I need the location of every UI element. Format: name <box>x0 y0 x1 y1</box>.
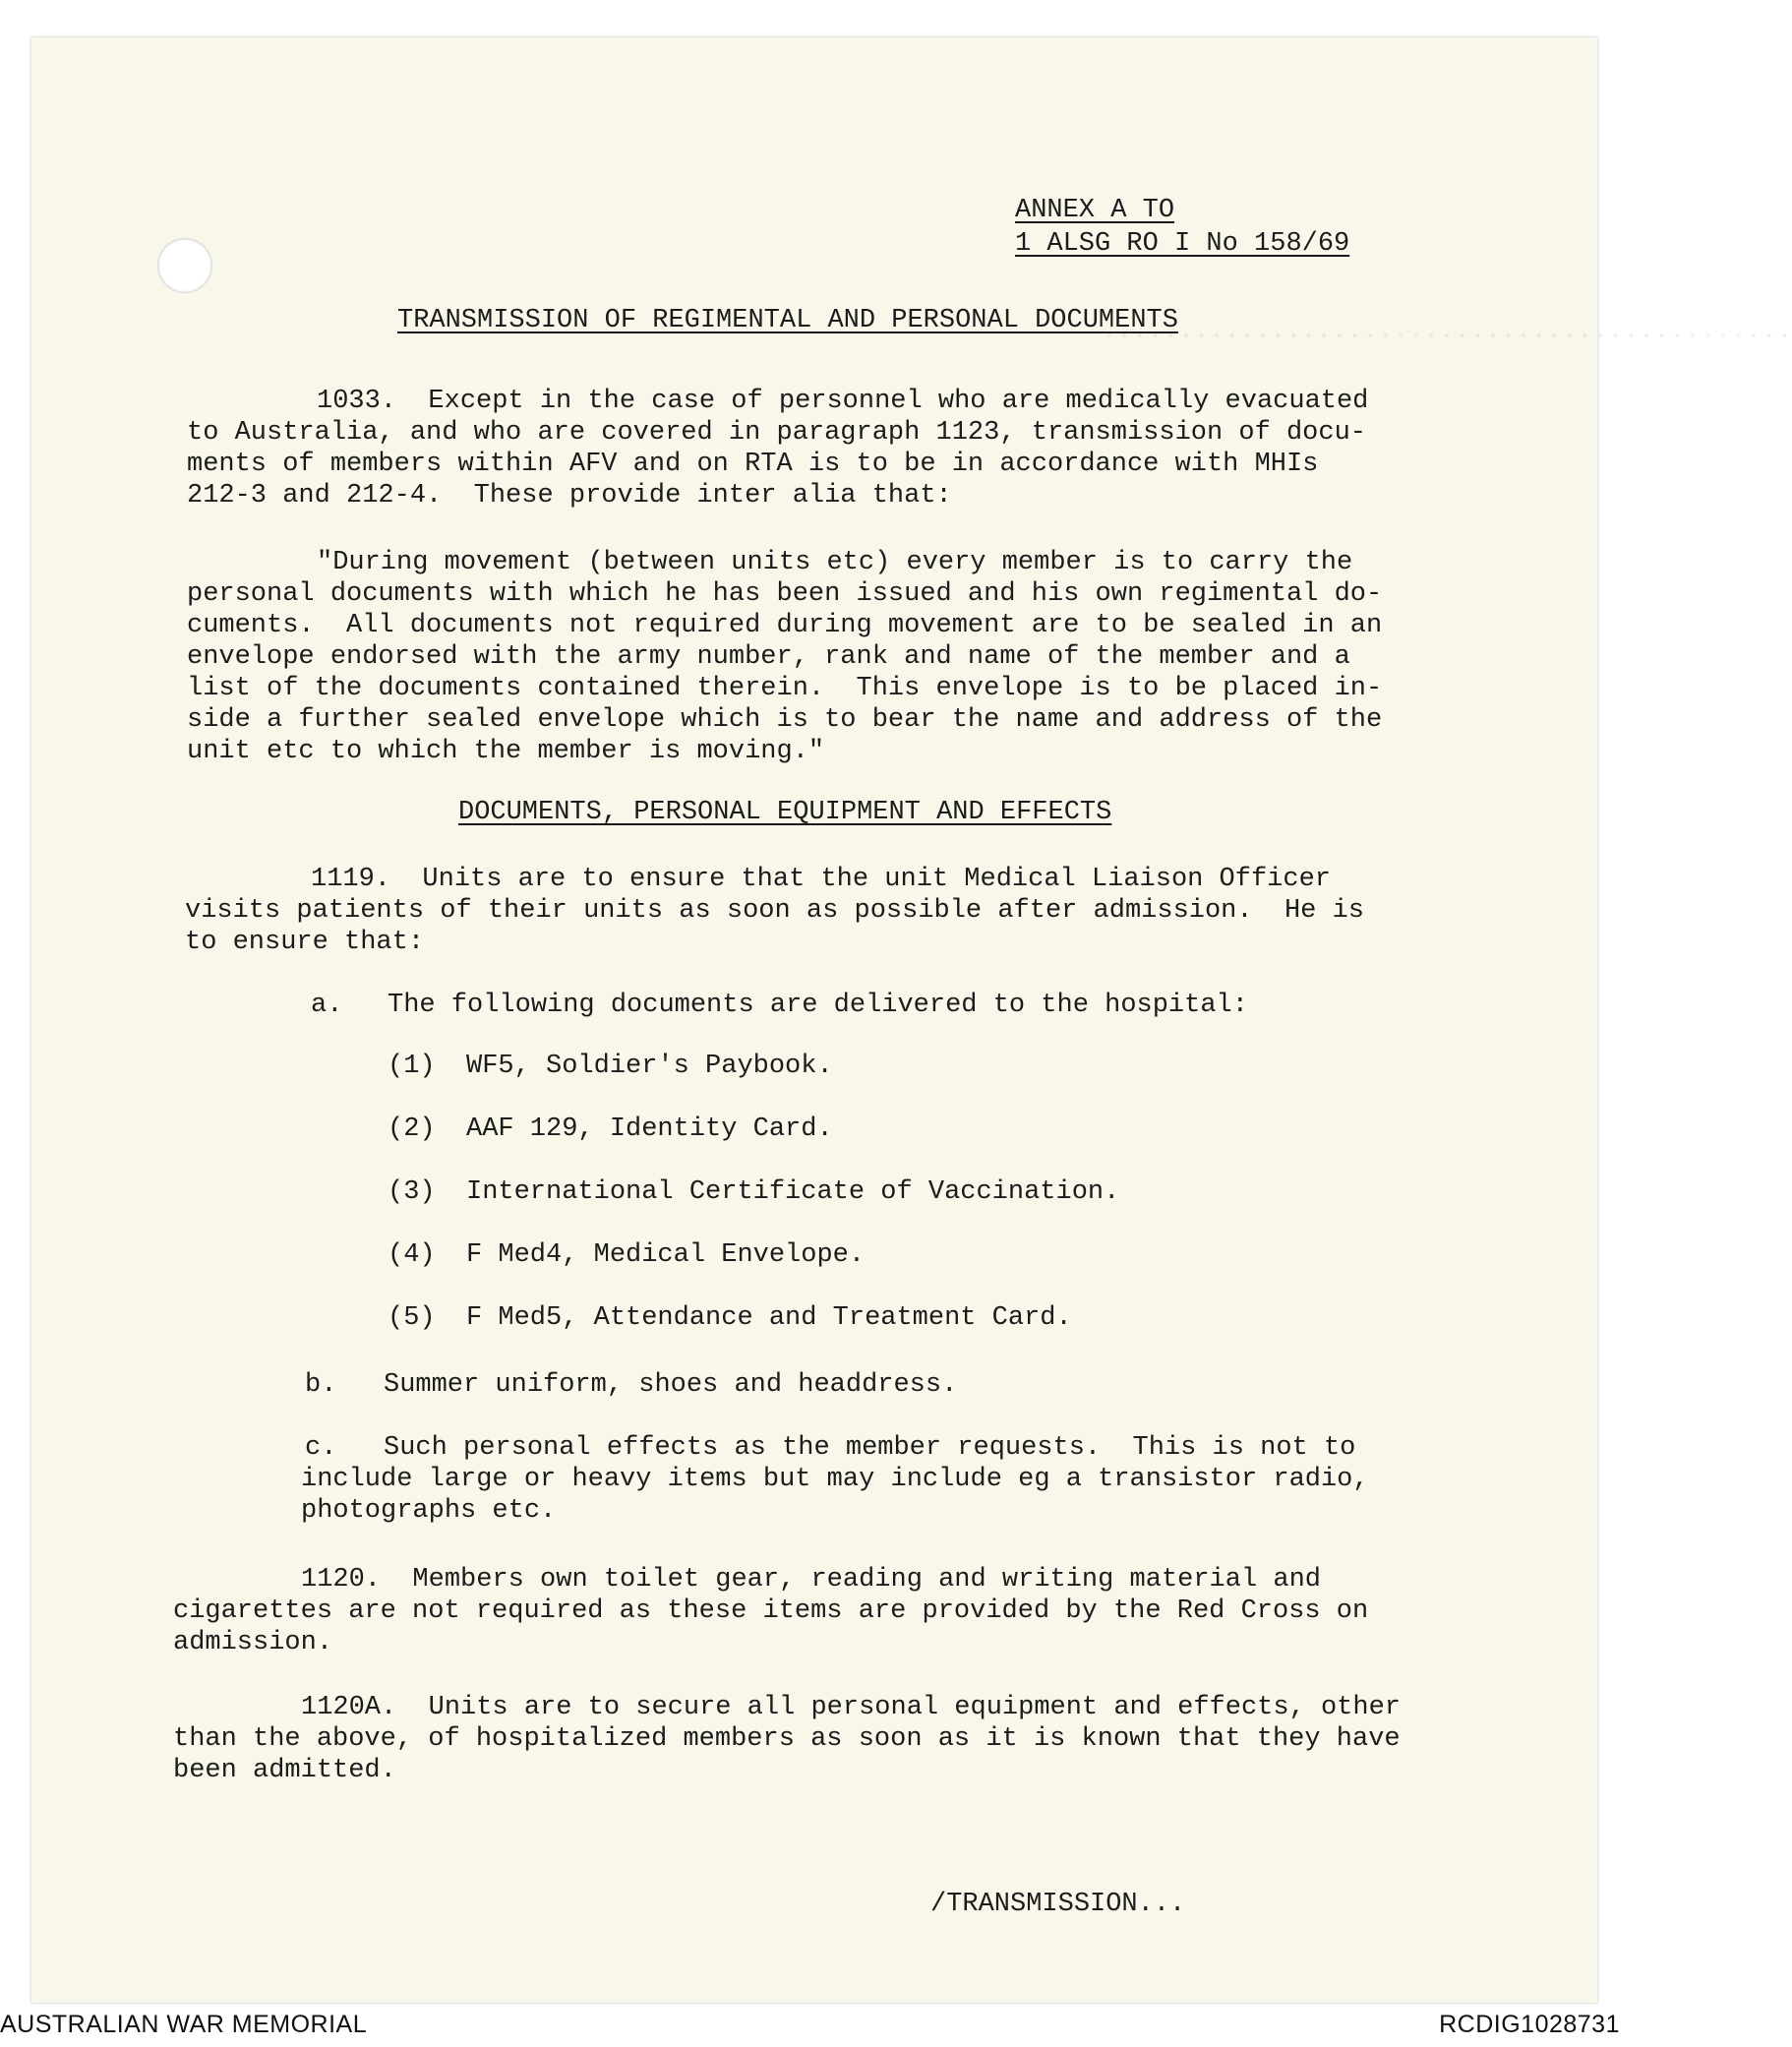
bleed-through: ............................................. <box>1102 316 1792 345</box>
item-b-text: Summer uniform, shoes and headdress. <box>384 1370 958 1400</box>
subitem-text: F Med5, Attendance and Treatment Card. <box>466 1303 1072 1333</box>
quote-line: list of the documents contained therein. This envelope is to be placed in- <box>187 674 1383 703</box>
subitem-text: F Med4, Medical Envelope. <box>466 1240 866 1270</box>
annex-reference-line2: 1 ALSG RO I No 158/69 <box>1015 229 1350 259</box>
item-a-label: a. <box>311 991 343 1020</box>
para-1033-line: 1033. Except in the case of personnel who are medically evacuated <box>317 387 1369 416</box>
subitem-text: International Certificate of Vaccination. <box>466 1177 1120 1207</box>
para-1033-line: ments of members within AFV and on RTA is to be in accordance with MHIs <box>187 450 1319 479</box>
subitem-number: (2) <box>388 1114 436 1144</box>
continuation-marker: /TRANSMISSION... <box>930 1890 1186 1919</box>
para-1119-line: to ensure that: <box>185 928 425 957</box>
archive-id: RCDIG1028731 <box>1439 2011 1620 2038</box>
item-b-label: b. <box>305 1370 337 1400</box>
para-1119-line: visits patients of their units as soon as possible after admission. He is <box>185 896 1364 926</box>
para-1120-line: 1120. Members own toilet gear, reading and writing material and <box>301 1565 1321 1595</box>
item-a-text: The following documents are delivered to the hospital: <box>388 991 1248 1020</box>
subitem-number: (5) <box>388 1303 436 1333</box>
para-1120a-line: been admitted. <box>173 1756 396 1785</box>
quote-line: side a further sealed envelope which is to bear the name and address of the <box>187 705 1383 735</box>
subitem-number: (1) <box>388 1052 436 1081</box>
subitem-text: AAF 129, Identity Card. <box>466 1114 833 1144</box>
subitem-number: (3) <box>388 1177 436 1207</box>
subitem-text: WF5, Soldier's Paybook. <box>466 1052 833 1081</box>
item-c-line: photographs etc. <box>301 1496 557 1526</box>
archive-credit: AUSTRALIAN WAR MEMORIAL <box>0 2011 368 2038</box>
quote-line: envelope endorsed with the army number, rank and name of the member and a <box>187 642 1350 672</box>
para-1120-line: cigarettes are not required as these items are provided by the Red Cross on <box>173 1596 1369 1626</box>
annex-reference-line1: ANNEX A TO <box>1015 196 1175 225</box>
para-1119-line: 1119. Units are to ensure that the unit Medical Liaison Officer <box>311 865 1331 894</box>
para-1120a-line: 1120A. Units are to secure all personal equipment and effects, other <box>301 1693 1401 1722</box>
item-c-label: c. <box>305 1433 337 1463</box>
quote-line: "During movement (between units etc) every member is to carry the <box>317 548 1353 577</box>
quote-line: personal documents with which he has been issued and his own regimental do- <box>187 579 1383 609</box>
para-1120a-line: than the above, of hospitalized members as soon as it is known that they have <box>173 1724 1401 1754</box>
para-1033-line: 212-3 and 212-4. These provide inter alia that: <box>187 481 952 511</box>
quote-line: cuments. All documents not required during movement are to be sealed in an <box>187 611 1383 640</box>
para-1033-line: to Australia, and who are covered in paragraph 1123, transmission of docu- <box>187 418 1366 448</box>
section-heading-transmission: TRANSMISSION OF REGIMENTAL AND PERSONAL DOCUMENTS <box>397 306 1178 335</box>
item-c-line: Such personal effects as the member requests. This is not to <box>384 1433 1356 1463</box>
quote-line: unit etc to which the member is moving." <box>187 737 825 766</box>
item-c-line: include large or heavy items but may include eg a transistor radio, <box>301 1465 1369 1494</box>
section-heading-documents: DOCUMENTS, PERSONAL EQUIPMENT AND EFFECTS <box>458 798 1112 827</box>
para-1120-line: admission. <box>173 1628 333 1657</box>
subitem-number: (4) <box>388 1240 436 1270</box>
punch-hole <box>157 238 212 293</box>
